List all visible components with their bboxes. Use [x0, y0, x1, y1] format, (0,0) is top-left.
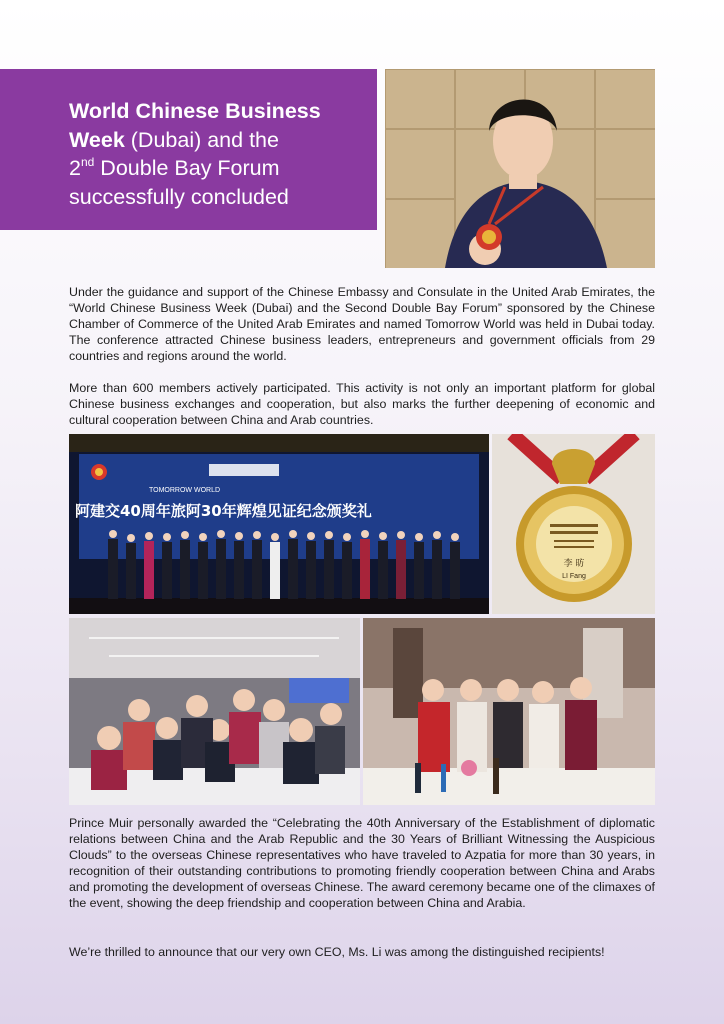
- stage-banner-text: 阿建交40周年旅阿30年辉煌见证纪念颁奖礼: [75, 502, 372, 520]
- intro-paragraph: Under the guidance and support of the Chinese Embassy and Consulate in the United Arab Emirates, the “World Chinese Business Week (Dubai) and the Second Double Bay Forum” sponsored by the Chinese Chamber of Commerce of the United Arab Emirates and named Tomorrow World was held in Dubai today. The conference attracted Chinese business leaders, entrepreneurs and government officials from 29 countries and regions around the world.: [69, 285, 655, 363]
- title-ordinal: 2: [69, 156, 81, 180]
- award-paragraph: Prince Muir personally awarded the “Celebrating the 40th Anniversary of the Establishment of diplomatic relations between China and the Arab Republic and the 30 Years of Brilliant Witnessing the Auspicious Clouds” to the overseas Chinese representatives who have traveled to Azpatia for more than 30 years, in recognition of their outstanding contributions to promoting friendly cooperation between China and Arabs and promoting the development of overseas Chinese. The award ceremony became one of the climaxes of the event, showing the deep friendship and cooperation between China and Arabia.: [69, 816, 655, 910]
- participation-paragraph: More than 600 members actively participated. This activity is not only an important platform for global Chinese business exchanges and cooperation, but also marks the further deepening of economic and cultural cooperation between China and Arab countries.: [69, 381, 655, 427]
- article-title: [69, 97, 357, 211]
- banquet-toast-photo: [363, 618, 655, 805]
- stage-ceremony-photo: [69, 434, 489, 614]
- stage-logo-text: TOMORROW WORLD: [149, 487, 221, 494]
- title-rest-2: Double Bay Forum successfully concluded: [69, 156, 289, 209]
- medal-closeup-photo: [492, 434, 655, 614]
- title-rest-1: (Dubai) and the: [124, 127, 279, 152]
- medal-name-en: LI Fang: [562, 573, 586, 580]
- medal-name-cn: 李 昉: [563, 559, 585, 569]
- title-ordinal-suffix: nd: [80, 155, 95, 169]
- announcement-paragraph: We’re thrilled to announce that our very own CEO, Ms. Li was among the distinguished recipients!: [69, 945, 605, 959]
- banquet-table-photo: [69, 618, 360, 805]
- title-bold: World Chinese Business Week: [69, 99, 321, 152]
- article-title-box: [0, 69, 377, 230]
- ceo-portrait-photo: [385, 69, 655, 268]
